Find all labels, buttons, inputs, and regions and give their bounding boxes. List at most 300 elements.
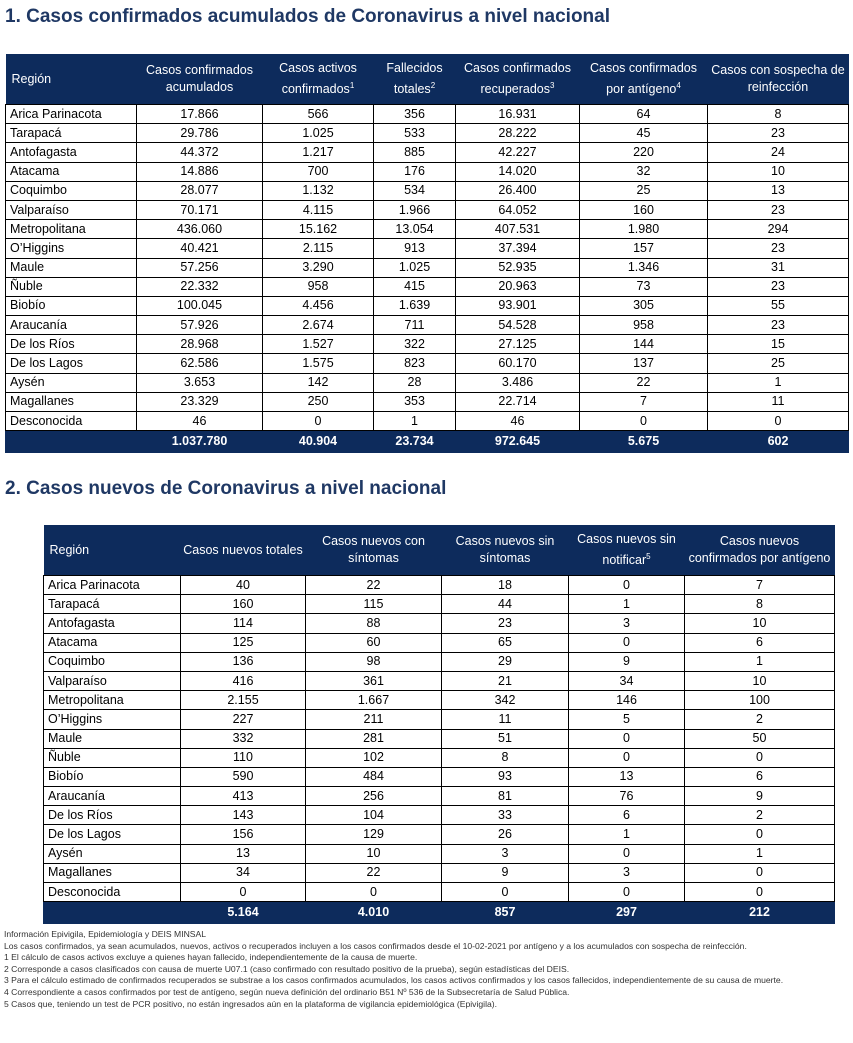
value-cell: 28.222 bbox=[456, 124, 580, 143]
new-cases-table bbox=[43, 525, 835, 924]
column-header bbox=[263, 54, 374, 105]
region-cell: Ñuble bbox=[44, 748, 181, 767]
value-cell: 40.421 bbox=[137, 239, 263, 258]
table-row bbox=[44, 787, 835, 806]
region-cell: Maule bbox=[44, 729, 181, 748]
footnote-marker: 3 bbox=[550, 80, 555, 90]
value-cell: 50 bbox=[685, 729, 835, 748]
value-cell: 1.639 bbox=[374, 296, 456, 315]
column-header-label: Casos confirmados acumulados bbox=[146, 63, 253, 94]
value-cell: 227 bbox=[181, 710, 306, 729]
region-cell: De los Lagos bbox=[6, 354, 137, 373]
value-cell: 6 bbox=[685, 633, 835, 652]
value-cell: 16.931 bbox=[456, 105, 580, 124]
column-header-region bbox=[6, 54, 137, 105]
value-cell: 42.227 bbox=[456, 143, 580, 162]
value-cell: 322 bbox=[374, 335, 456, 354]
value-cell: 566 bbox=[263, 105, 374, 124]
table-row bbox=[44, 691, 835, 710]
value-cell: 22 bbox=[306, 576, 442, 595]
region-cell: Araucanía bbox=[6, 316, 137, 335]
value-cell: 13 bbox=[569, 767, 685, 786]
total-value-cell: 23.734 bbox=[374, 431, 456, 453]
table-row bbox=[44, 863, 835, 882]
value-cell: 24 bbox=[708, 143, 849, 162]
table-row bbox=[44, 825, 835, 844]
value-cell: 143 bbox=[181, 806, 306, 825]
value-cell: 160 bbox=[181, 595, 306, 614]
value-cell: 2.115 bbox=[263, 239, 374, 258]
value-cell: 256 bbox=[306, 787, 442, 806]
value-cell: 913 bbox=[374, 239, 456, 258]
value-cell: 8 bbox=[685, 595, 835, 614]
value-cell: 8 bbox=[442, 748, 569, 767]
value-cell: 22.332 bbox=[137, 277, 263, 296]
value-cell: 45 bbox=[580, 124, 708, 143]
value-cell: 413 bbox=[181, 787, 306, 806]
value-cell: 33 bbox=[442, 806, 569, 825]
value-cell: 44 bbox=[442, 595, 569, 614]
total-value-cell: 4.010 bbox=[306, 902, 442, 924]
value-cell: 1 bbox=[708, 373, 849, 392]
value-cell: 52.935 bbox=[456, 258, 580, 277]
totals-label-cell bbox=[6, 431, 137, 453]
value-cell: 70.171 bbox=[137, 200, 263, 219]
value-cell: 4.456 bbox=[263, 296, 374, 315]
cumulative-cases-table bbox=[5, 54, 849, 453]
column-header bbox=[685, 525, 835, 576]
table-row bbox=[6, 258, 849, 277]
table-row bbox=[6, 162, 849, 181]
table-row bbox=[6, 239, 849, 258]
value-cell: 28.968 bbox=[137, 335, 263, 354]
value-cell: 27.125 bbox=[456, 335, 580, 354]
table-row bbox=[44, 633, 835, 652]
column-header-label: Casos confirmados por antígeno bbox=[590, 60, 697, 97]
column-header-label: Casos nuevos confirmados por antígeno bbox=[688, 534, 831, 565]
region-cell: Biobío bbox=[44, 767, 181, 786]
value-cell: 15.162 bbox=[263, 220, 374, 239]
value-cell: 281 bbox=[306, 729, 442, 748]
region-cell: Ñuble bbox=[6, 277, 137, 296]
value-cell: 160 bbox=[580, 200, 708, 219]
column-header-label: Región bbox=[49, 542, 90, 557]
region-cell: Valparaíso bbox=[6, 200, 137, 219]
value-cell: 1.346 bbox=[580, 258, 708, 277]
region-cell: Aysén bbox=[6, 373, 137, 392]
region-cell: Antofagasta bbox=[44, 614, 181, 633]
value-cell: 4.115 bbox=[263, 200, 374, 219]
column-header-label: Casos confirmados recuperados bbox=[464, 60, 571, 97]
footnote-marker: 1 bbox=[349, 80, 355, 90]
column-header-label: Fallecidos totales bbox=[386, 60, 443, 97]
value-cell: 46 bbox=[456, 412, 580, 431]
value-cell: 1 bbox=[569, 825, 685, 844]
value-cell: 3 bbox=[569, 614, 685, 633]
value-cell: 8 bbox=[708, 105, 849, 124]
region-cell: Arica Parinacota bbox=[6, 105, 137, 124]
total-value-cell: 857 bbox=[442, 902, 569, 924]
table-header-row bbox=[44, 525, 835, 576]
value-cell: 146 bbox=[569, 691, 685, 710]
total-value-cell: 602 bbox=[708, 431, 849, 453]
region-cell: Atacama bbox=[6, 162, 137, 181]
column-header bbox=[181, 525, 306, 576]
table-header-row bbox=[6, 54, 849, 105]
value-cell: 1 bbox=[569, 595, 685, 614]
value-cell: 1.667 bbox=[306, 691, 442, 710]
value-cell: 157 bbox=[580, 239, 708, 258]
value-cell: 46 bbox=[137, 412, 263, 431]
value-cell: 958 bbox=[263, 277, 374, 296]
table-row bbox=[6, 354, 849, 373]
value-cell: 0 bbox=[569, 844, 685, 863]
value-cell: 76 bbox=[569, 787, 685, 806]
value-cell: 10 bbox=[306, 844, 442, 863]
table-row bbox=[44, 729, 835, 748]
column-header-label: Región bbox=[11, 71, 52, 86]
total-value-cell: 297 bbox=[569, 902, 685, 924]
region-cell: Tarapacá bbox=[6, 124, 137, 143]
table-row bbox=[6, 392, 849, 411]
value-cell: 23 bbox=[708, 277, 849, 296]
value-cell: 13.054 bbox=[374, 220, 456, 239]
value-cell: 23 bbox=[708, 200, 849, 219]
region-cell: Arica Parinacota bbox=[44, 576, 181, 595]
value-cell: 81 bbox=[442, 787, 569, 806]
region-cell: De los Ríos bbox=[6, 335, 137, 354]
totals-row bbox=[44, 902, 835, 924]
value-cell: 0 bbox=[685, 883, 835, 902]
table-row bbox=[6, 143, 849, 162]
region-cell: Araucanía bbox=[44, 787, 181, 806]
value-cell: 1.980 bbox=[580, 220, 708, 239]
value-cell: 23 bbox=[442, 614, 569, 633]
value-cell: 93 bbox=[442, 767, 569, 786]
table-row bbox=[44, 595, 835, 614]
value-cell: 34 bbox=[569, 671, 685, 690]
value-cell: 51 bbox=[442, 729, 569, 748]
table-row bbox=[6, 277, 849, 296]
value-cell: 100.045 bbox=[137, 296, 263, 315]
region-cell: Magallanes bbox=[6, 392, 137, 411]
footnote-3: 3 Para el cálculo estimado de confirmados recuperados se substrae a los casos confirmados acumulados, los casos activos confirmados y los casos fallecidos, independientemente de su causa de muerte. bbox=[4, 975, 784, 986]
value-cell: 10 bbox=[685, 671, 835, 690]
column-header-label: Casos nuevos totales bbox=[183, 542, 303, 557]
footnote-2: 2 Corresponde a casos clasificados con causa de muerte U07.1 (caso confirmado con resultado positivo de la prueba), según estadísticas del DEIS. bbox=[4, 963, 570, 974]
value-cell: 7 bbox=[685, 576, 835, 595]
value-cell: 533 bbox=[374, 124, 456, 143]
value-cell: 294 bbox=[708, 220, 849, 239]
value-cell: 305 bbox=[580, 296, 708, 315]
value-cell: 21 bbox=[442, 671, 569, 690]
column-header-label: Casos nuevos con síntomas bbox=[322, 534, 425, 565]
value-cell: 15 bbox=[708, 335, 849, 354]
value-cell: 1 bbox=[685, 844, 835, 863]
value-cell: 136 bbox=[181, 652, 306, 671]
value-cell: 9 bbox=[569, 652, 685, 671]
value-cell: 156 bbox=[181, 825, 306, 844]
value-cell: 220 bbox=[580, 143, 708, 162]
value-cell: 29.786 bbox=[137, 124, 263, 143]
value-cell: 93.901 bbox=[456, 296, 580, 315]
value-cell: 211 bbox=[306, 710, 442, 729]
value-cell: 23 bbox=[708, 124, 849, 143]
footnote-5: 5 Casos que, teniendo un test de PCR positivo, no están ingresados aún en la plataforma de vigilancia epidemiológica (Epivigila). bbox=[4, 998, 498, 1009]
value-cell: 0 bbox=[580, 412, 708, 431]
table-row bbox=[44, 844, 835, 863]
column-header-label: Casos activos confirmados bbox=[279, 60, 357, 97]
table-row bbox=[6, 373, 849, 392]
region-cell: Coquimbo bbox=[6, 181, 137, 200]
value-cell: 711 bbox=[374, 316, 456, 335]
value-cell: 11 bbox=[442, 710, 569, 729]
value-cell: 2 bbox=[685, 710, 835, 729]
table-row bbox=[44, 767, 835, 786]
table-row bbox=[6, 105, 849, 124]
table-row bbox=[6, 412, 849, 431]
column-header-label: Casos nuevos sin notificar bbox=[577, 531, 676, 568]
value-cell: 115 bbox=[306, 595, 442, 614]
column-header bbox=[580, 54, 708, 105]
table-row bbox=[6, 181, 849, 200]
footnote-general: Los casos confirmados, ya sean acumulados, nuevos, activos o recuperados incluyen a los casos confirmados desde el 10-02-2021 por antígeno y a los acumulados con sospecha de reinfección. bbox=[4, 940, 747, 951]
value-cell: 0 bbox=[181, 883, 306, 902]
value-cell: 10 bbox=[685, 614, 835, 633]
value-cell: 54.528 bbox=[456, 316, 580, 335]
value-cell: 1.025 bbox=[263, 124, 374, 143]
region-cell: De los Ríos bbox=[44, 806, 181, 825]
value-cell: 356 bbox=[374, 105, 456, 124]
value-cell: 1 bbox=[685, 652, 835, 671]
region-cell: Coquimbo bbox=[44, 652, 181, 671]
value-cell: 64 bbox=[580, 105, 708, 124]
value-cell: 37.394 bbox=[456, 239, 580, 258]
value-cell: 13 bbox=[181, 844, 306, 863]
value-cell: 6 bbox=[569, 806, 685, 825]
value-cell: 57.926 bbox=[137, 316, 263, 335]
column-header-region bbox=[44, 525, 181, 576]
value-cell: 415 bbox=[374, 277, 456, 296]
value-cell: 28 bbox=[374, 373, 456, 392]
value-cell: 23.329 bbox=[137, 392, 263, 411]
value-cell: 7 bbox=[580, 392, 708, 411]
value-cell: 144 bbox=[580, 335, 708, 354]
table-row bbox=[6, 296, 849, 315]
value-cell: 0 bbox=[569, 748, 685, 767]
value-cell: 22 bbox=[306, 863, 442, 882]
column-header bbox=[306, 525, 442, 576]
table-row bbox=[6, 335, 849, 354]
value-cell: 17.866 bbox=[137, 105, 263, 124]
value-cell: 57.256 bbox=[137, 258, 263, 277]
footnote-4: 4 Correspondiente a casos confirmados por test de antígeno, según nueva definición del ordinario B51 Nº 536 de la Subsecretaría de Salud Pública. bbox=[4, 986, 570, 997]
value-cell: 23 bbox=[708, 316, 849, 335]
value-cell: 60.170 bbox=[456, 354, 580, 373]
value-cell: 100 bbox=[685, 691, 835, 710]
value-cell: 9 bbox=[685, 787, 835, 806]
value-cell: 98 bbox=[306, 652, 442, 671]
column-header bbox=[569, 525, 685, 576]
value-cell: 1.527 bbox=[263, 335, 374, 354]
column-header bbox=[456, 54, 580, 105]
footnote-marker: 2 bbox=[430, 80, 436, 90]
table-row bbox=[44, 883, 835, 902]
table-row bbox=[6, 124, 849, 143]
value-cell: 0 bbox=[569, 883, 685, 902]
value-cell: 137 bbox=[580, 354, 708, 373]
value-cell: 5 bbox=[569, 710, 685, 729]
value-cell: 1.025 bbox=[374, 258, 456, 277]
value-cell: 110 bbox=[181, 748, 306, 767]
value-cell: 3 bbox=[442, 844, 569, 863]
value-cell: 3.486 bbox=[456, 373, 580, 392]
value-cell: 29 bbox=[442, 652, 569, 671]
value-cell: 885 bbox=[374, 143, 456, 162]
total-value-cell: 972.645 bbox=[456, 431, 580, 453]
section1-title: 1. Casos confirmados acumulados de Coronavirus a nivel nacional bbox=[5, 6, 611, 27]
value-cell: 34 bbox=[181, 863, 306, 882]
value-cell: 22 bbox=[580, 373, 708, 392]
total-value-cell: 5.675 bbox=[580, 431, 708, 453]
value-cell: 0 bbox=[708, 412, 849, 431]
value-cell: 3.290 bbox=[263, 258, 374, 277]
section2-title: 2. Casos nuevos de Coronavirus a nivel nacional bbox=[5, 478, 447, 499]
value-cell: 26.400 bbox=[456, 181, 580, 200]
value-cell: 25 bbox=[708, 354, 849, 373]
value-cell: 104 bbox=[306, 806, 442, 825]
value-cell: 1 bbox=[374, 412, 456, 431]
value-cell: 823 bbox=[374, 354, 456, 373]
value-cell: 102 bbox=[306, 748, 442, 767]
footnote-marker: 5 bbox=[646, 551, 651, 561]
value-cell: 436.060 bbox=[137, 220, 263, 239]
table-row bbox=[6, 316, 849, 335]
table-row bbox=[6, 220, 849, 239]
value-cell: 0 bbox=[569, 633, 685, 652]
value-cell: 14.886 bbox=[137, 162, 263, 181]
table-row bbox=[44, 614, 835, 633]
value-cell: 40 bbox=[181, 576, 306, 595]
total-value-cell: 5.164 bbox=[181, 902, 306, 924]
region-cell: Valparaíso bbox=[44, 671, 181, 690]
value-cell: 1.132 bbox=[263, 181, 374, 200]
value-cell: 1.575 bbox=[263, 354, 374, 373]
column-header-label: Casos nuevos sin síntomas bbox=[455, 534, 555, 565]
value-cell: 142 bbox=[263, 373, 374, 392]
value-cell: 73 bbox=[580, 277, 708, 296]
table-row bbox=[44, 576, 835, 595]
value-cell: 0 bbox=[306, 883, 442, 902]
value-cell: 44.372 bbox=[137, 143, 263, 162]
value-cell: 361 bbox=[306, 671, 442, 690]
totals-label-cell bbox=[44, 902, 181, 924]
table-row bbox=[44, 652, 835, 671]
region-cell: Antofagasta bbox=[6, 143, 137, 162]
footnotes bbox=[4, 929, 850, 1010]
region-cell: Metropolitana bbox=[6, 220, 137, 239]
region-cell: Tarapacá bbox=[44, 595, 181, 614]
value-cell: 1.217 bbox=[263, 143, 374, 162]
region-cell: O’Higgins bbox=[44, 710, 181, 729]
region-cell: O’Higgins bbox=[6, 239, 137, 258]
totals-row bbox=[6, 431, 849, 453]
value-cell: 958 bbox=[580, 316, 708, 335]
value-cell: 6 bbox=[685, 767, 835, 786]
value-cell: 332 bbox=[181, 729, 306, 748]
value-cell: 3.653 bbox=[137, 373, 263, 392]
value-cell: 176 bbox=[374, 162, 456, 181]
value-cell: 0 bbox=[442, 883, 569, 902]
region-cell: Metropolitana bbox=[44, 691, 181, 710]
value-cell: 129 bbox=[306, 825, 442, 844]
region-cell: Desconocida bbox=[44, 883, 181, 902]
value-cell: 700 bbox=[263, 162, 374, 181]
value-cell: 0 bbox=[685, 863, 835, 882]
value-cell: 14.020 bbox=[456, 162, 580, 181]
value-cell: 25 bbox=[580, 181, 708, 200]
value-cell: 65 bbox=[442, 633, 569, 652]
region-cell: Atacama bbox=[44, 633, 181, 652]
value-cell: 2.674 bbox=[263, 316, 374, 335]
value-cell: 2 bbox=[685, 806, 835, 825]
value-cell: 407.531 bbox=[456, 220, 580, 239]
value-cell: 534 bbox=[374, 181, 456, 200]
region-cell: Maule bbox=[6, 258, 137, 277]
value-cell: 23 bbox=[708, 239, 849, 258]
total-value-cell: 1.037.780 bbox=[137, 431, 263, 453]
column-header-label: Casos con sospecha de reinfección bbox=[711, 63, 845, 94]
value-cell: 64.052 bbox=[456, 200, 580, 219]
region-cell: De los Lagos bbox=[44, 825, 181, 844]
value-cell: 13 bbox=[708, 181, 849, 200]
value-cell: 0 bbox=[569, 729, 685, 748]
value-cell: 3 bbox=[569, 863, 685, 882]
value-cell: 125 bbox=[181, 633, 306, 652]
value-cell: 26 bbox=[442, 825, 569, 844]
value-cell: 114 bbox=[181, 614, 306, 633]
table-row bbox=[6, 200, 849, 219]
value-cell: 0 bbox=[685, 825, 835, 844]
footnote-1: 1 El cálculo de casos activos excluye a quienes hayan fallecido, independientemente de la causa de muerte. bbox=[4, 952, 418, 963]
value-cell: 22.714 bbox=[456, 392, 580, 411]
region-cell: Aysén bbox=[44, 844, 181, 863]
footnote-source: Información Epivigila, Epidemiología y DEIS MINSAL bbox=[4, 929, 207, 939]
value-cell: 55 bbox=[708, 296, 849, 315]
value-cell: 416 bbox=[181, 671, 306, 690]
value-cell: 0 bbox=[685, 748, 835, 767]
value-cell: 2.155 bbox=[181, 691, 306, 710]
table-row bbox=[44, 710, 835, 729]
value-cell: 1.966 bbox=[374, 200, 456, 219]
column-header bbox=[374, 54, 456, 105]
value-cell: 0 bbox=[263, 412, 374, 431]
value-cell: 11 bbox=[708, 392, 849, 411]
footnote-marker: 4 bbox=[676, 80, 681, 90]
column-header bbox=[708, 54, 849, 105]
column-header bbox=[137, 54, 263, 105]
value-cell: 0 bbox=[569, 576, 685, 595]
total-value-cell: 212 bbox=[685, 902, 835, 924]
value-cell: 590 bbox=[181, 767, 306, 786]
table-row bbox=[44, 748, 835, 767]
value-cell: 18 bbox=[442, 576, 569, 595]
value-cell: 28.077 bbox=[137, 181, 263, 200]
value-cell: 484 bbox=[306, 767, 442, 786]
value-cell: 10 bbox=[708, 162, 849, 181]
region-cell: Biobío bbox=[6, 296, 137, 315]
value-cell: 353 bbox=[374, 392, 456, 411]
